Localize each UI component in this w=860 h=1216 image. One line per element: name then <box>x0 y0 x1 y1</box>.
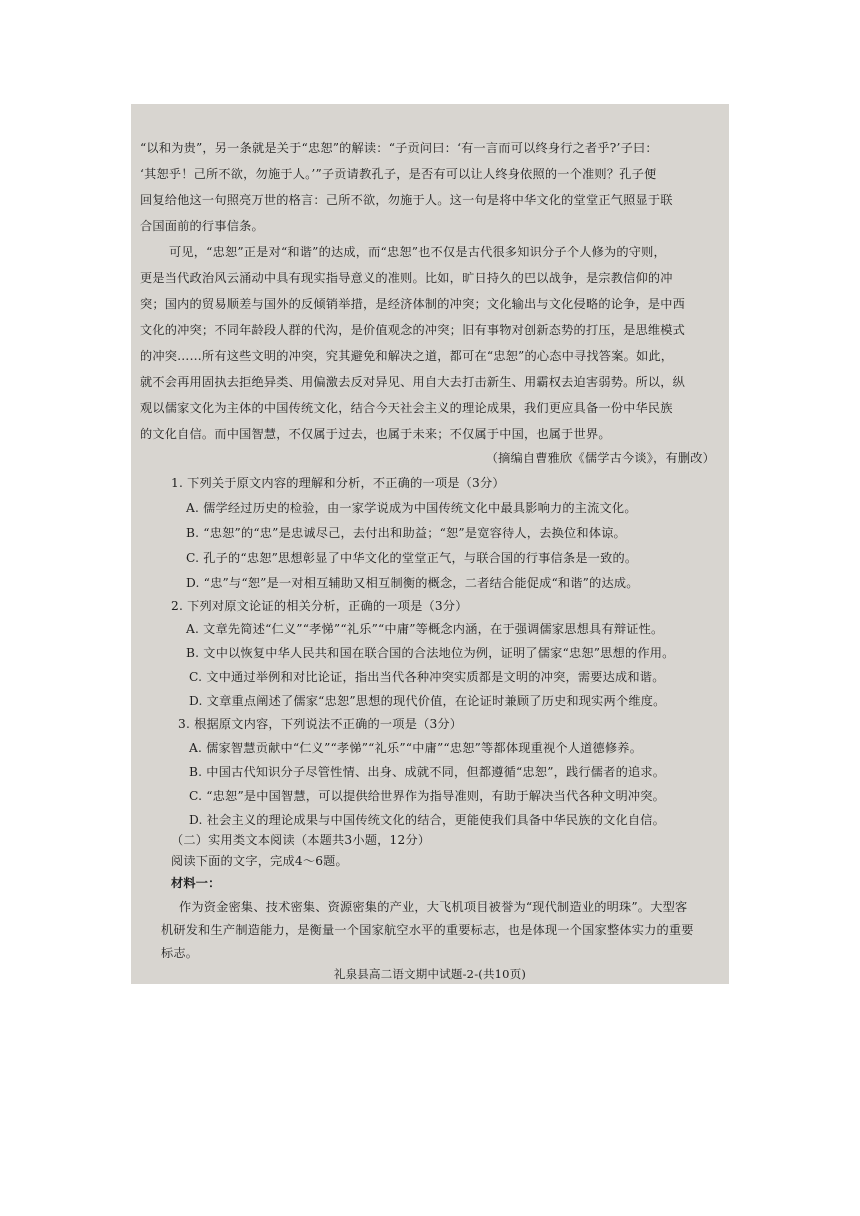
option-d: D. “忠”与“恕”是一对相互辅助又相互制衡的概念，二者结合能促成“和谐”的达成。 <box>186 576 639 590</box>
section-instruction: 阅读下面的文字，完成4～6题。 <box>171 854 348 868</box>
passage-line: 观以儒家文化为主体的中国传统文化，结合今天社会主义的理论成果，我们更应具备一份中华民族 <box>140 401 673 415</box>
material-label: 材料一： <box>171 876 221 890</box>
option-a: A. 文章先简述“仁义”“孝悌”“礼乐”“中庸”等概念内涵，在于强调儒家思想具有辩证性。 <box>186 622 664 636</box>
option-b: B. 文中以恢复中华人民共和国在联合国的合法地位为例，证明了儒家“忠恕”思想的作用。 <box>186 646 675 660</box>
passage-line: ‘其恕乎！己所不欲，勿施于人。’”子贡请教孔子，是否有可以让人终身依照的一个准则？孔子便 <box>140 167 657 181</box>
option-a: A. 儒家智慧贡献中“仁义”“孝悌”“礼乐”“中庸”“忠恕”等都体现重视个人道德修养。 <box>189 741 643 755</box>
passage-source: （摘编自曹雅欣《儒学古今谈》，有删改） <box>485 451 715 465</box>
exam-paper-photo <box>131 104 729 984</box>
material-line: 作为资金密集、技术密集、资源密集的产业，大飞机项目被誉为“现代制造业的明珠”。大型客 <box>179 900 688 914</box>
passage-line: 的文化自信。而中国智慧，不仅属于过去，也属于未来；不仅属于中国，也属于世界。 <box>140 427 611 441</box>
passage-line: 突；国内的贸易顺差与国外的反倾销举措，是经济体制的冲突；文化输出与文化侵略的论争，是中西 <box>140 297 686 311</box>
option-c: C. 孔子的“忠恕”思想彰显了中华文化的堂堂正气，与联合国的行事信条是一致的。 <box>186 551 638 565</box>
passage-line: 更是当代政治风云涌动中具有现实指导意义的准则。比如，旷日持久的巴以战争，是宗教信仰的冲 <box>140 271 673 285</box>
option-b: B. 中国古代知识分子尽管性情、出身、成就不同，但都遵循“忠恕”，践行儒者的追求。 <box>189 765 666 779</box>
option-c: C. 文中通过举例和对比论证，指出当代各种冲突实质都是文明的冲突，需要达成和谐。 <box>189 670 665 684</box>
passage-line: 回复给他这一句照亮万世的格言：己所不欲，勿施于人。这一句是将中华文化的堂堂正气照显于联 <box>140 193 673 207</box>
passage-line: 合国面前的行事信条。 <box>140 219 264 233</box>
material-line: 标志。 <box>161 946 199 960</box>
section-heading: （二）实用类文本阅读（本题共3小题，12分） <box>171 833 431 847</box>
material-line: 机研发和生产制造能力，是衡量一个国家航空水平的重要标志，也是体现一个国家整体实力的重要 <box>161 923 694 937</box>
question-stem: 1. 下列关于原文内容的理解和分析，不正确的一项是（3分） <box>171 476 505 490</box>
passage-line: 可见，“忠恕”正是对“和谐”的达成，而“忠恕”也不仅是古代很多知识分子个人修为的守则， <box>169 245 666 259</box>
question-stem: 2. 下列对原文论证的相关分析，正确的一项是（3分） <box>171 599 468 613</box>
passage-line: 的冲突……所有这些文明的冲突，究其避免和解决之道，都可在“忠恕”的心态中寻找答案。如此， <box>140 349 674 363</box>
option-d: D. 文章重点阐述了儒家“忠恕”思想的现代价值，在论证时兼顾了历史和现实两个维度。 <box>189 694 666 708</box>
passage-line: “以和为贵”，另一条就是关于“忠恕”的解读：“子贡问曰：‘有一言而可以终身行之者乎?’子曰： <box>140 141 658 155</box>
option-b: B. “忠恕”的“忠”是忠诚尽己，去付出和助益；“恕”是宽容待人，去换位和体谅。 <box>186 526 626 540</box>
question-stem: 3. 根据原文内容，下列说法不正确的一项是（3分） <box>178 717 463 731</box>
option-c: C. “忠恕”是中国智慧，可以提供给世界作为指导准则，有助于解决当代各种文明冲突。 <box>189 789 666 803</box>
option-d: D. 社会主义的理论成果与中国传统文化的结合，更能使我们具备中华民族的文化自信。 <box>189 813 666 827</box>
passage-line: 就不会再用固执去拒绝异类、用偏激去反对异见、用自大去打击新生、用霸权去迫害弱势。所以，纵 <box>140 375 686 389</box>
option-a: A. 儒学经过历史的检验，由一家学说成为中国传统文化中最具影响力的主流文化。 <box>186 501 637 515</box>
passage-line: 文化的冲突；不同年龄段人群的代沟，是价值观念的冲突；旧有事物对创新态势的打压，是思维模式 <box>140 323 686 337</box>
page-footer: 礼泉县高二语文期中试题-2-(共10页) <box>333 967 527 981</box>
